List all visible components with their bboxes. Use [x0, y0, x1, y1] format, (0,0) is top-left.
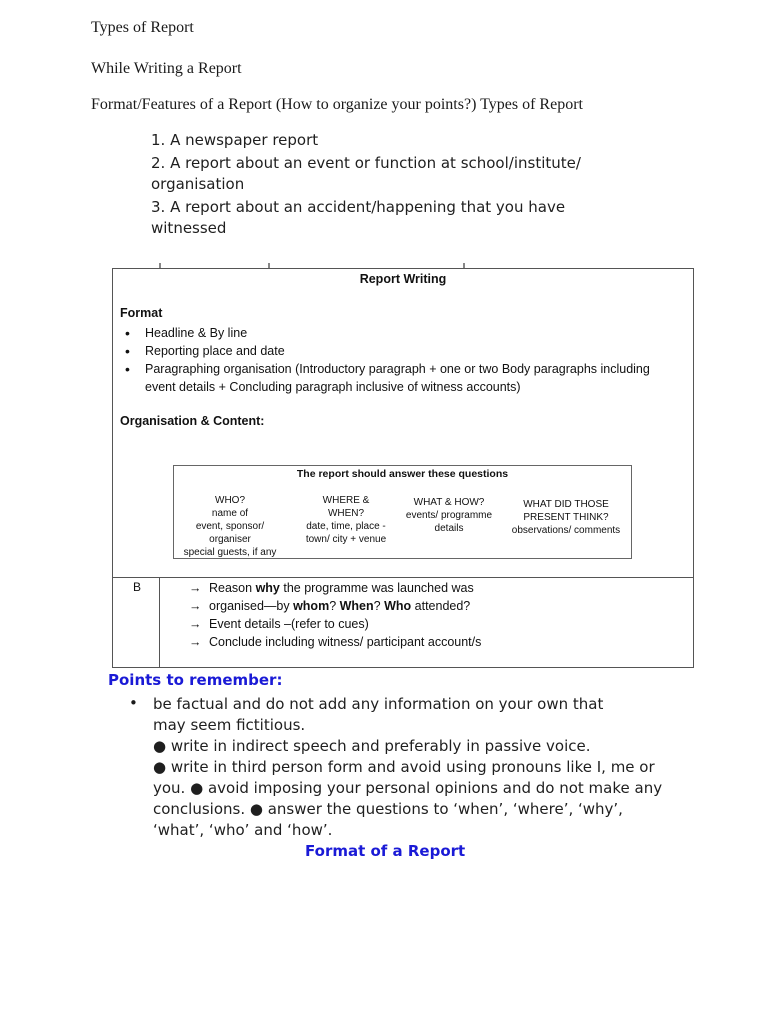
report-writing-title: Report Writing [359, 272, 447, 286]
cropped-edge-marks [113, 263, 693, 268]
question-what-think: WHAT DID THOSE PRESENT THINK? observations/ comments [511, 499, 621, 536]
arrow-icon: → [189, 617, 202, 631]
arrow-icon: → [189, 599, 202, 613]
report-type-item: 1. A newspaper report [151, 131, 319, 149]
arrow-icon: → [189, 581, 202, 595]
row-b-lines [189, 579, 481, 651]
format-of-report-heading: Format of a Report [305, 842, 466, 860]
bullet-icon: • [129, 694, 138, 712]
b-line: → Event details –(refer to cues) [189, 617, 369, 631]
column-divider [159, 578, 160, 668]
format-item: • Reporting place and date [123, 342, 683, 360]
b-line: → Conclude including witness/ participant account/s [189, 635, 482, 649]
questions-box [173, 465, 632, 559]
heading-while-writing: While Writing a Report [91, 60, 242, 77]
question-what-how: WHAT & HOW? events/ programme details [405, 497, 493, 534]
report-type-item: 3. A report about an accident/happening that you have witnessed [151, 198, 566, 237]
format-list [123, 324, 683, 396]
question-who: WHO? name of event, sponsor/ organiser special guests, if any [183, 495, 277, 558]
b-line: → Reason why the programme was launched was [189, 581, 474, 595]
b-line: → organised—by whom? When? Who attended? [189, 599, 471, 613]
points-list: be factual and do not add any information on your own that may seem fictitious. ● write in indirect speech and preferably in passive voice. ● write in third person form and avoid using pronouns like I, me or you. ● avoid imposing your personal opinions and do not make any conclusions. ● answer the questions to ‘when’, ‘where’, ‘why’, ‘what’, ‘who’ and ‘how’. [153, 695, 663, 839]
points-to-remember-title: Points to remember: [108, 671, 283, 689]
question-where-when: WHERE & WHEN? date, time, place - town/ city + venue [305, 495, 387, 545]
row-b-label: B [133, 580, 142, 594]
arrow-icon: → [189, 635, 202, 649]
report-types-list [151, 130, 621, 241]
heading-types-of-report: Types of Report [91, 19, 194, 36]
organisation-content-label: Organisation & Content: [120, 414, 265, 428]
format-label: Format [120, 306, 163, 320]
report-writing-image [112, 268, 694, 668]
questions-header: The report should answer these questions [296, 468, 509, 480]
format-item: • Paragraphing organisation (Introductory paragraph + one or two Body paragraphs including event details + Concluding paragraph inclusive of witness accounts) [123, 360, 683, 396]
row-b [113, 577, 693, 668]
format-item: • Headline & By line [123, 324, 683, 342]
heading-format-features: Format/Features of a Report (How to organize your points?) Types of Report [91, 96, 583, 113]
report-type-item: 2. A report about an event or function at school/institute/ organisation [151, 154, 581, 193]
